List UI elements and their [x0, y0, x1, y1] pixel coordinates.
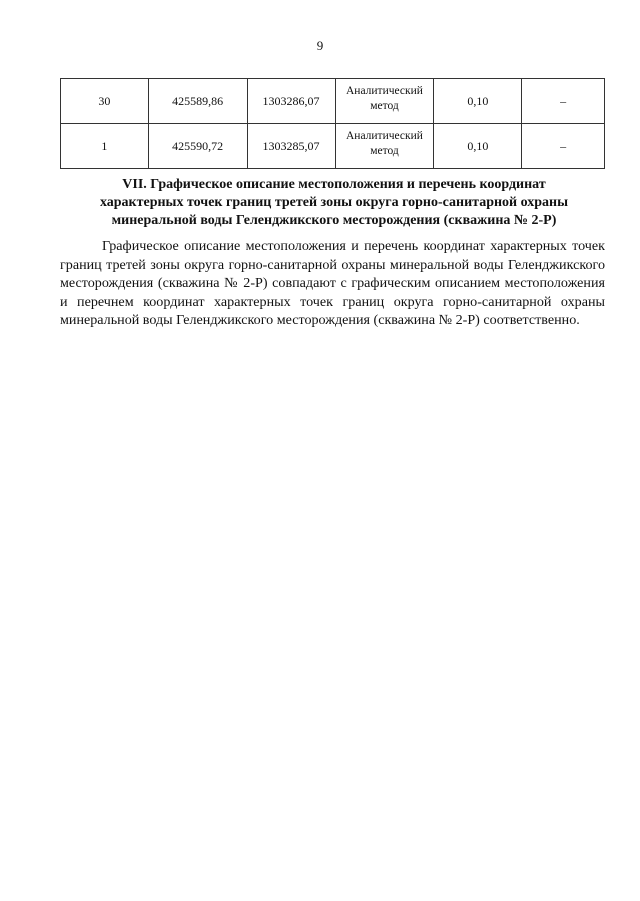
table-row	[61, 79, 605, 124]
section-title-line: характерных точек границ третей зоны округа горно-санитарной охраны	[99, 195, 569, 210]
x-coordinate-cell: 425589,86	[148, 79, 247, 124]
note-cell: –	[522, 124, 605, 169]
method-cell	[335, 79, 434, 124]
point-number-cell: 30	[61, 79, 149, 124]
accuracy-cell: 0,10	[434, 79, 522, 124]
section-body-paragraph: Графическое описание местоположения и перечень координат характерных точек границ третей зоны округа горно-санитарной охраны минеральной воды Геленджикского месторождения (скважина № 2-Р) совпадают с графическим описанием местоположения и перечнем координат характерных точек границ округа горно-санитарной охраны минеральной воды Геленджикского месторождения (скважина № 2-Р) соответственно.	[60, 238, 605, 329]
method-label-continued: метод	[370, 100, 399, 112]
table-row	[61, 124, 605, 169]
accuracy-cell: 0,10	[434, 124, 522, 169]
method-label-continued: метод	[370, 145, 399, 157]
section-title-line: VII. Графическое описание местоположения и перечень координат	[122, 177, 546, 192]
method-label: Аналитический	[346, 130, 423, 142]
method-cell	[335, 124, 434, 169]
note-cell: –	[522, 79, 605, 124]
point-number-cell: 1	[61, 124, 149, 169]
coordinates-table	[60, 78, 605, 169]
page-number: 9	[316, 38, 324, 53]
y-coordinate-cell: 1303285,07	[247, 124, 335, 169]
method-label: Аналитический	[346, 85, 423, 97]
y-coordinate-cell: 1303286,07	[247, 79, 335, 124]
section-title-line: минеральной воды Геленджикского месторождения (скважина № 2-Р)	[111, 213, 557, 228]
section-title	[64, 176, 604, 230]
x-coordinate-cell: 425590,72	[148, 124, 247, 169]
